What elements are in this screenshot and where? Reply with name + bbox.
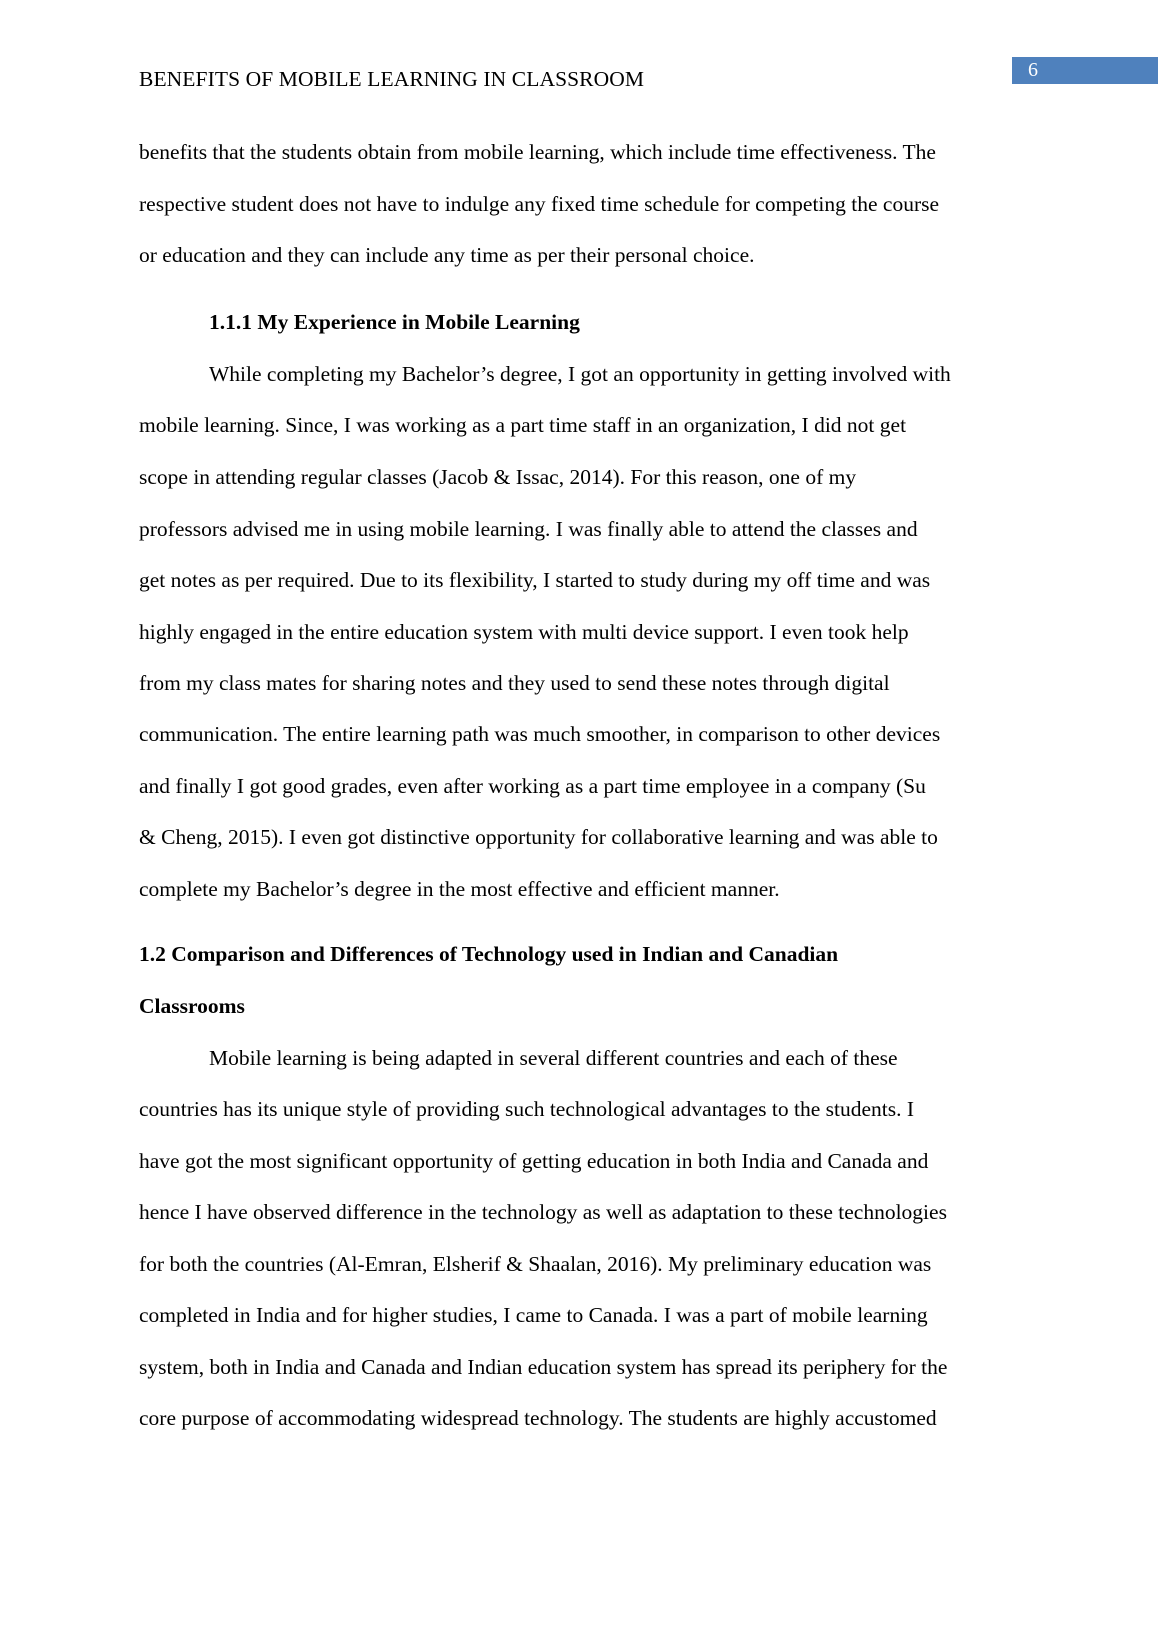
para3-line: for both the countries (Al-Emran, Elsherif & Shaalan, 2016). My preliminary education was xyxy=(139,1252,932,1276)
para2-line: While completing my Bachelor’s degree, I got an opportunity in getting involved with xyxy=(209,362,951,386)
para3-line: hence I have observed difference in the technology as well as adaptation to these technologies xyxy=(139,1200,947,1224)
section-heading-1-2: 1.2 Comparison and Differences of Technology used in Indian and Canadian xyxy=(139,942,839,966)
section-heading-1-1-1: 1.1.1 My Experience in Mobile Learning xyxy=(209,310,580,334)
page-number: 6 xyxy=(1012,57,1158,84)
para2-line: communication. The entire learning path was much smoother, in comparison to other devices xyxy=(139,722,941,746)
para3-line: completed in India and for higher studies, I came to Canada. I was a part of mobile learning xyxy=(139,1303,928,1327)
para2-line: scope in attending regular classes (Jacob & Issac, 2014). For this reason, one of my xyxy=(139,465,857,489)
section-heading-1-2: Classrooms xyxy=(139,994,245,1018)
para3-line: core purpose of accommodating widespread technology. The students are highly accustomed xyxy=(139,1406,937,1430)
para3-line: countries has its unique style of providing such technological advantages to the students. I xyxy=(139,1097,915,1121)
para2-line: & Cheng, 2015). I even got distinctive opportunity for collaborative learning and was able to xyxy=(139,825,938,849)
para1-line: respective student does not have to indulge any fixed time schedule for competing the course xyxy=(139,192,940,216)
para2-line: complete my Bachelor’s degree in the most effective and efficient manner. xyxy=(139,877,780,901)
para2-line: highly engaged in the entire education system with multi device support. I even took help xyxy=(139,620,909,644)
para2-line: get notes as per required. Due to its flexibility, I started to study during my off time and was xyxy=(139,568,931,592)
running-head: BENEFITS OF MOBILE LEARNING IN CLASSROOM xyxy=(139,67,645,91)
para1-line: or education and they can include any time as per their personal choice. xyxy=(139,243,755,267)
para2-line: from my class mates for sharing notes and they used to send these notes through digital xyxy=(139,671,890,695)
para3-line: Mobile learning is being adapted in several different countries and each of these xyxy=(209,1046,898,1070)
para3-line: system, both in India and Canada and Indian education system has spread its periphery for the xyxy=(139,1355,948,1379)
para2-line: professors advised me in using mobile learning. I was finally able to attend the classes and xyxy=(139,517,918,541)
para1-line: benefits that the students obtain from mobile learning, which include time effectiveness. The xyxy=(139,140,936,164)
para2-line: mobile learning. Since, I was working as a part time staff in an organization, I did not get xyxy=(139,413,907,437)
para2-line: and finally I got good grades, even after working as a part time employee in a company (Su xyxy=(139,774,926,798)
para3-line: have got the most significant opportunity of getting education in both India and Canada and xyxy=(139,1149,929,1173)
